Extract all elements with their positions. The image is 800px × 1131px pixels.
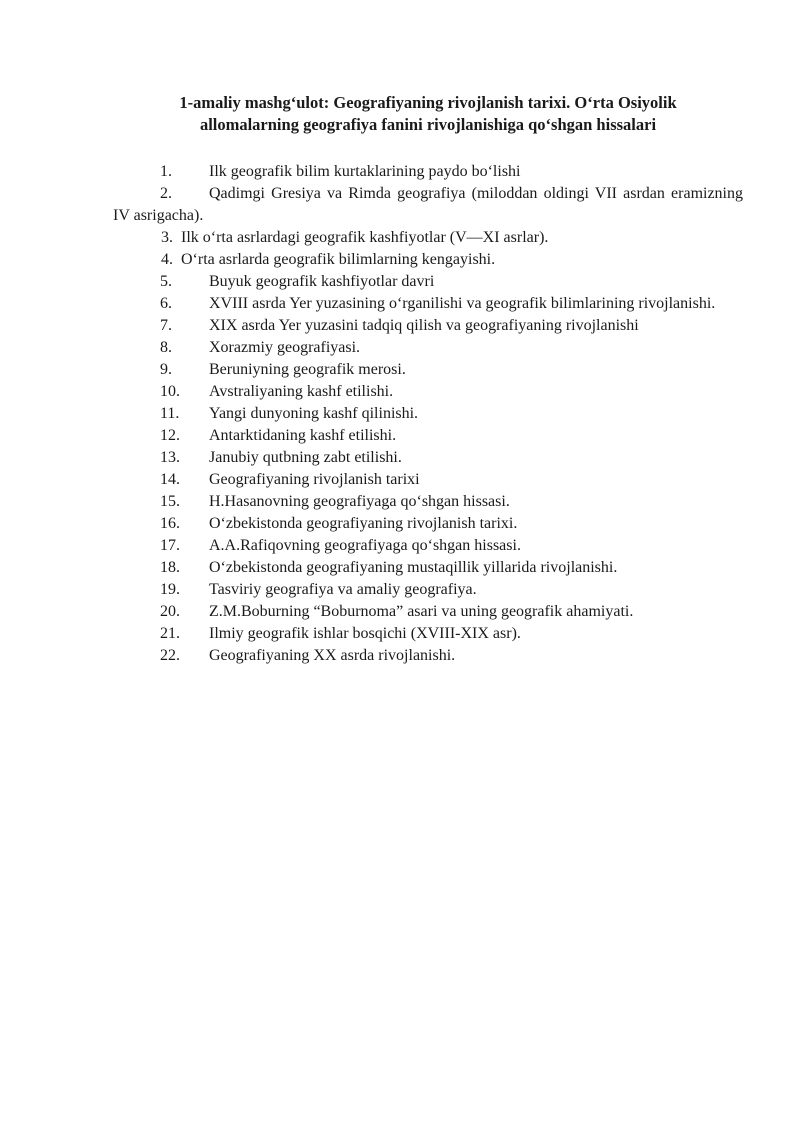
- item-text: H.Hasanovning geografiyaga qo‘shgan hissasi.: [209, 493, 510, 510]
- list-item: [113, 469, 743, 491]
- list-item: [113, 645, 743, 667]
- item-number: 12.: [160, 427, 180, 444]
- item-text: Beruniyning geografik merosi.: [209, 361, 406, 378]
- list-item: [113, 337, 743, 359]
- document-title: [113, 92, 743, 136]
- item-number: 17.: [160, 537, 180, 554]
- item-text: Z.M.Boburning “Boburnoma” asari va uning geografik ahamiyati.: [209, 603, 634, 620]
- list-item: [113, 359, 743, 381]
- list-item: [113, 557, 743, 579]
- item-number: 9.: [160, 361, 172, 378]
- item-text: Avstraliyaning kashf etilishi.: [209, 383, 394, 400]
- list-item: [113, 161, 743, 183]
- topic-list: [113, 161, 743, 667]
- item-number: 3.: [161, 229, 173, 246]
- list-item: [113, 425, 743, 447]
- list-item: [113, 513, 743, 535]
- item-number: 22.: [160, 647, 180, 664]
- item-text: Antarktidaning kashf etilishi.: [209, 427, 397, 444]
- list-item: [113, 447, 743, 469]
- list-item: [113, 381, 743, 403]
- document-page: [113, 92, 743, 667]
- item-text: Buyuk geografik kashfiyotlar davri: [209, 273, 435, 290]
- list-item: [113, 601, 743, 623]
- item-number: 8.: [160, 339, 172, 356]
- list-item: [113, 315, 743, 337]
- item-number: 4.: [161, 251, 173, 268]
- item-number: 11.: [160, 405, 180, 422]
- list-item: [113, 491, 743, 513]
- item-number: 16.: [160, 515, 180, 532]
- item-text: Ilk geografik bilim kurtaklarining paydo bo‘lishi: [209, 163, 521, 180]
- item-text: Ilmiy geografik ishlar bosqichi (XVIII-XIX asr).: [209, 625, 521, 642]
- item-number: 15.: [160, 493, 180, 510]
- item-text: Xorazmiy geografiyasi.: [209, 339, 361, 356]
- list-item: [113, 623, 743, 645]
- list-item: [113, 249, 743, 271]
- item-number: 19.: [160, 581, 180, 598]
- list-item: [113, 183, 743, 227]
- item-number: 13.: [160, 449, 180, 466]
- item-text: O‘zbekistonda geografiyaning rivojlanish tarixi.: [209, 515, 518, 532]
- list-item: [113, 271, 743, 293]
- list-item: [113, 535, 743, 557]
- item-text: A.A.Rafiqovning geografiyaga qo‘shgan hissasi.: [209, 537, 521, 554]
- list-item: [113, 579, 743, 601]
- list-item: [113, 227, 743, 249]
- item-number: 21.: [160, 625, 180, 642]
- item-text: Janubiy qutbning zabt etilishi.: [209, 449, 402, 466]
- item-number: 14.: [160, 471, 180, 488]
- item-text: Tasviriy geografiya va amaliy geografiya.: [209, 581, 477, 598]
- item-text: O‘zbekistonda geografiyaning mustaqillik yillarida rivojlanishi.: [209, 559, 618, 576]
- item-text: Qadimgi Gresiya va Rimda geografiya (miloddan oldingi VII asrdan eramizning IV asrigacha).: [113, 185, 743, 224]
- item-text: Geografiyaning rivojlanish tarixi: [209, 471, 420, 488]
- list-item: [113, 403, 743, 425]
- item-text: O‘rta asrlarda geografik bilimlarning kengayishi.: [181, 251, 496, 268]
- item-number: 20.: [160, 603, 180, 620]
- item-number: 7.: [160, 317, 172, 334]
- item-number: 6.: [160, 295, 172, 312]
- item-text: Yangi dunyoning kashf qilinishi.: [209, 405, 419, 422]
- item-text: XIX asrda Yer yuzasini tadqiq qilish va geografiyaning rivojlanishi: [209, 317, 639, 334]
- title-line-1: 1-amaliy mashg‘ulot: Geografiyaning rivojlanish tarixi. O‘rta Osiyolik: [179, 93, 677, 112]
- item-number: 10.: [160, 383, 180, 400]
- item-number: 5.: [160, 273, 172, 290]
- item-number: 2.: [160, 185, 172, 202]
- item-number: 1.: [160, 163, 172, 180]
- list-item: [113, 293, 743, 315]
- item-text: XVIII asrda Yer yuzasining o‘rganilishi va geografik bilimlarining rivojlanishi.: [209, 295, 716, 312]
- item-text: Geografiyaning XX asrda rivojlanishi.: [209, 647, 456, 664]
- item-number: 18.: [160, 559, 180, 576]
- title-line-2: allomalarning geografiya fanini rivojlanishiga qo‘shgan hissalari: [199, 115, 657, 134]
- item-text: Ilk o‘rta asrlardagi geografik kashfiyotlar (V—XI asrlar).: [181, 229, 549, 246]
